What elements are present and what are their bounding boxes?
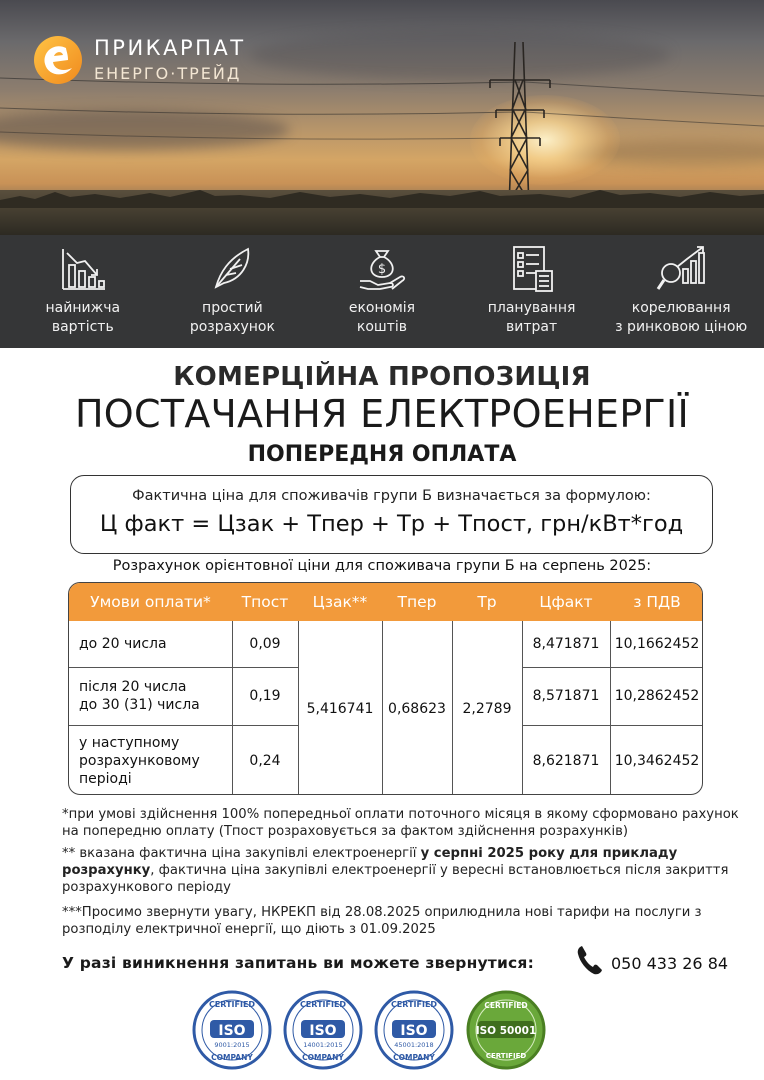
logo-e-icon bbox=[32, 34, 84, 86]
iso-50001-badge bbox=[466, 990, 546, 1070]
badge-bottom-text: CERTIFIED bbox=[485, 1052, 527, 1060]
badge-bottom-text: COMPANY bbox=[211, 1053, 253, 1062]
chart-magnifier-icon bbox=[655, 243, 707, 295]
table-cell-tper: 0,68623 bbox=[388, 700, 446, 717]
features-bar bbox=[0, 235, 764, 348]
footnote-highlight: у серпні 2025 року для прикладу розрахунку bbox=[62, 846, 678, 878]
feather-icon bbox=[206, 243, 258, 295]
formula-main: Ц факт = Цзак + Тпер + Тр + Тпост, грн/кВт*год bbox=[99, 511, 684, 537]
badge-iso-text: ISO bbox=[218, 1023, 246, 1039]
offer-subtitle: ПОПЕРЕДНЯ ОПЛАТА bbox=[247, 442, 517, 467]
table-header bbox=[69, 583, 702, 621]
badge-standard: 45001:2018 bbox=[394, 1041, 434, 1049]
hero-banner bbox=[0, 0, 764, 235]
phone-icon bbox=[576, 944, 604, 976]
table-cell-tsfakt: 8,471871 bbox=[532, 636, 600, 652]
table-cell-tpost: 0,09 bbox=[249, 636, 281, 652]
formula-box bbox=[70, 475, 713, 554]
badge-iso-text: ISO bbox=[309, 1023, 337, 1039]
footnote-prepayment: *при умові здійснення 100% попередньої оплати поточного місяця в якому сформовано рахунок на попередню оплату (Тпост розраховується за фактом здійснення розрахунків) bbox=[62, 807, 739, 839]
feature-correlation bbox=[611, 243, 751, 337]
badge-iso-text: ISO 50001 bbox=[475, 1025, 537, 1037]
iso-14001-badge bbox=[283, 990, 363, 1070]
table-cell-vat: 10,2862452 bbox=[614, 688, 700, 704]
header-tper: Тпер bbox=[397, 593, 437, 611]
offer-main-title: ПОСТАЧАННЯ ЕЛЕКТРОЕНЕРГІЇ bbox=[74, 392, 690, 436]
table-cell-vat: 10,1662452 bbox=[614, 636, 700, 652]
checklist-calculator-icon bbox=[506, 243, 558, 295]
table-cell-tsfakt: 8,571871 bbox=[532, 688, 600, 704]
badge-top-text: CERTIFIED bbox=[208, 1000, 256, 1009]
table-cell-condition: після 20 числа до 30 (31) числа bbox=[79, 679, 200, 713]
table-cell-tsfakt: 8,621871 bbox=[532, 752, 600, 769]
feature-label: планування витрат bbox=[487, 300, 576, 335]
header-vat: з ПДВ bbox=[633, 593, 681, 611]
feature-simple-calc bbox=[162, 243, 302, 337]
badge-standard: 9001:2015 bbox=[214, 1041, 250, 1049]
table-cell-tszak: 5,416741 bbox=[306, 700, 374, 717]
badge-top-text: CERTIFIED bbox=[390, 1000, 438, 1009]
badge-top-text: CERTIFIED bbox=[484, 1001, 528, 1010]
footnote-purchase-price bbox=[62, 845, 742, 896]
calculation-title: Розрахунок орієнтовної ціни для споживача групи Б на серпень 2025: bbox=[112, 558, 652, 574]
brand-subname: ЕНЕРГО·ТРЕЙД bbox=[94, 64, 242, 83]
header-tpost: Тпост bbox=[241, 593, 289, 611]
badge-iso-text: ISO bbox=[400, 1023, 428, 1039]
table-cell-tr: 2,2789 bbox=[462, 700, 512, 717]
header-payment-terms: Умови оплати* bbox=[90, 593, 211, 611]
money-bag-hand-icon bbox=[356, 243, 408, 295]
tree-line bbox=[0, 178, 764, 208]
feature-savings bbox=[312, 243, 452, 337]
badge-bottom-text: COMPANY bbox=[393, 1053, 435, 1062]
feature-label: простий розрахунок bbox=[189, 300, 275, 335]
badge-standard: 14001:2015 bbox=[303, 1041, 343, 1049]
phone-link[interactable]: 050 433 26 84 bbox=[611, 954, 729, 973]
header-tszak: Цзак** bbox=[312, 593, 368, 611]
iso-45001-badge bbox=[374, 990, 454, 1070]
badge-top-text: CERTIFIED bbox=[299, 1000, 347, 1009]
table-cell-tpost: 0,19 bbox=[249, 688, 281, 704]
formula-intro: Фактична ціна для споживачів групи Б визначається за формулою: bbox=[132, 488, 651, 504]
contact-text: У разі виникнення запитань ви можете звернутися: bbox=[62, 954, 534, 972]
header-tr: Тр bbox=[477, 593, 497, 611]
footnote-text: ** вказана фактична ціна закупівлі електроенергії bbox=[62, 846, 421, 861]
chart-down-icon bbox=[57, 243, 109, 295]
feature-label: корелювання з ринковою ціною bbox=[615, 300, 748, 335]
feature-lowest-cost bbox=[13, 243, 153, 337]
table-cell-vat: 10,3462452 bbox=[614, 752, 700, 769]
brand-name: ПРИКАРПАТ bbox=[94, 36, 246, 60]
feature-label: економія коштів bbox=[348, 300, 416, 335]
table-cell-condition: до 20 числа bbox=[79, 636, 167, 652]
feature-label: найнижча вартість bbox=[45, 300, 121, 335]
brand-logo bbox=[32, 34, 246, 86]
table-cell-tpost: 0,24 bbox=[249, 752, 281, 769]
svg-text:$: $ bbox=[377, 262, 387, 277]
header-tsfakt: Цфакт bbox=[539, 593, 593, 611]
feature-planning bbox=[462, 243, 602, 337]
badge-bottom-text: COMPANY bbox=[302, 1053, 344, 1062]
price-table bbox=[68, 582, 703, 795]
table-cell-condition: у наступному розрахунковому періоді bbox=[79, 734, 200, 787]
footnote-text: , фактична ціна закупівлі електроенергії у вересні встановлюється після закриття розрахункового періоду bbox=[62, 863, 729, 895]
iso-9001-badge bbox=[192, 990, 272, 1070]
footnote-tariffs: ***Просимо звернути увагу, НКРЕКП від 28.08.2025 оприлюднила нові тарифи на послуги з розподілу електричної енергії, що діють з 01.09.2025 bbox=[62, 905, 702, 937]
offer-title: КОМЕРЦІЙНА ПРОПОЗИЦІЯ bbox=[173, 362, 591, 392]
